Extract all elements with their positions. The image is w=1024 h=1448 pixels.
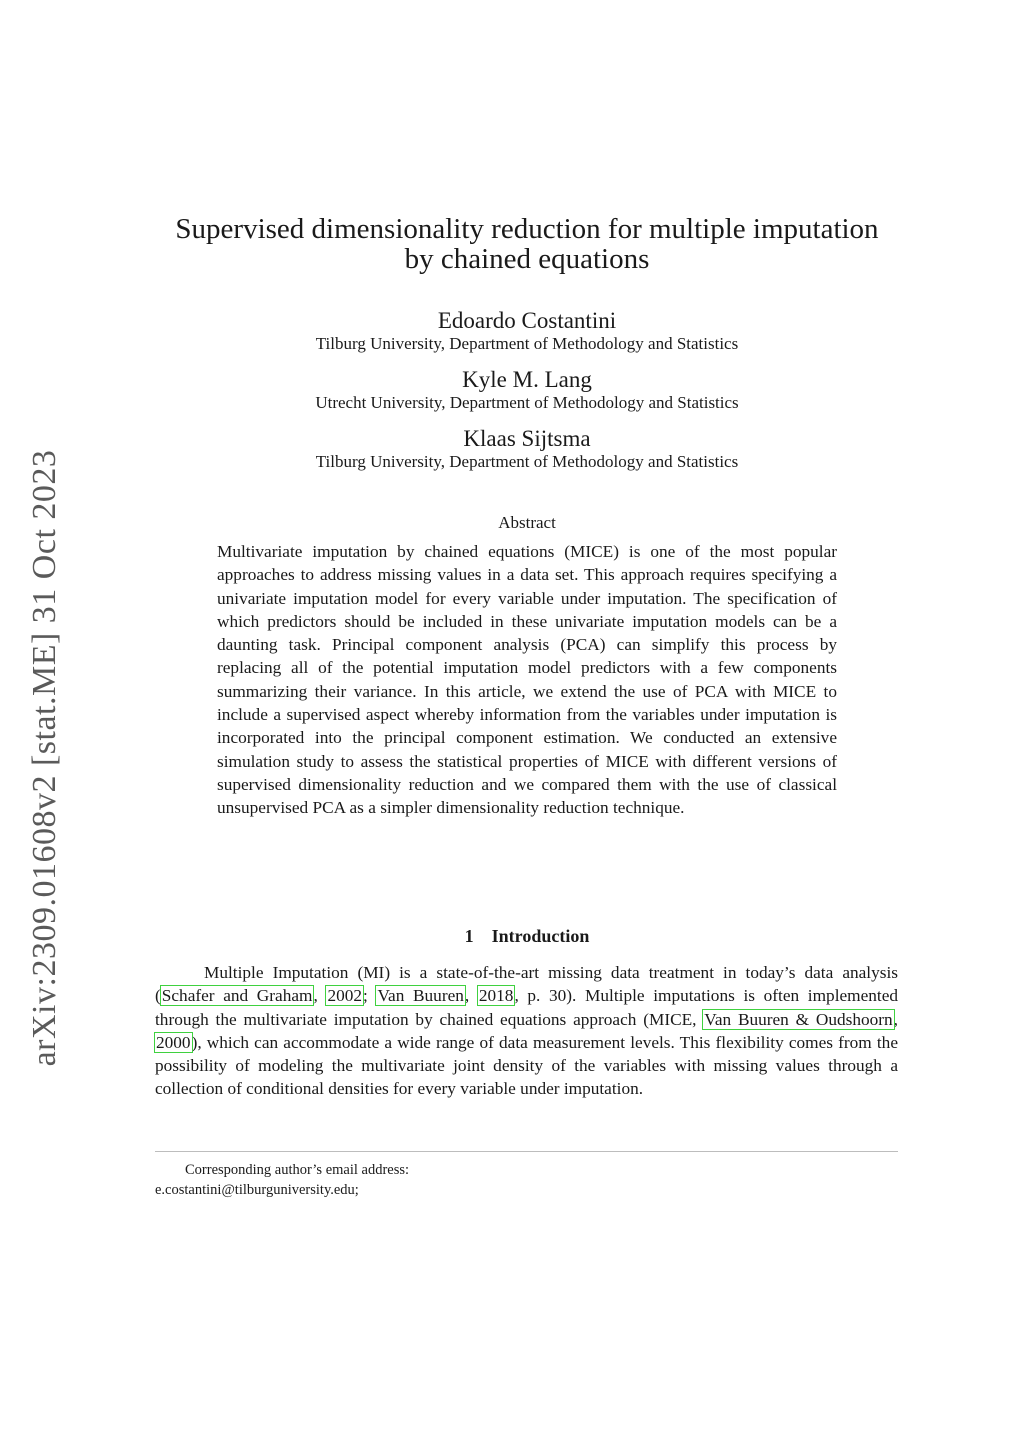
citation-year-link[interactable]: 2018: [478, 986, 514, 1006]
author-1: [130, 308, 924, 354]
title-line-2: by chained equations: [404, 243, 650, 275]
arxiv-id[interactable]: arXiv:2309.01608v2 [stat.ME] 31 Oct 2023: [26, 449, 63, 1067]
footnote-email: e.costantini@tilburguniversity.edu;: [155, 1182, 359, 1198]
intro-text: Multiple Imputation (MI) is a state-of-the-art missing data treatment in today’s data analysis (: [155, 963, 898, 1006]
abstract-text: Multivariate imputation by chained equations (MICE) is one of the most popular approaches to address missing values in a data set. This approach requires specifying a univariate imputation model for every variable under imputation. The specification of which predictors should be included in these univariate imputation models can be a daunting task. Principal component analysis (PCA) can simplify this process by replacing all of the potential imputation model predictors with a few components summarizing their variance. In this article, we extend the use of PCA with MICE to include a supervised aspect whereby information from the variables under imputation is incorporated into the principal component estimation. We conducted an extensive simulation study to assess the statistical properties of MICE with different versions of supervised dimensionality reduction and we compared them with the use of classical unsupervised PCA as a simpler dimensionality reduction technique.: [217, 542, 837, 818]
footnote-label: Corresponding author’s email address:: [185, 1162, 410, 1178]
author-name: Kyle M. Lang: [462, 367, 592, 392]
section-title: Introduction: [491, 926, 590, 946]
intro-text: ), which can accommodate a wide range of data measurement levels. This flexibility comes from the possibility of modeling the multivariate joint density of the variables with missing values through a collection of conditional densities for every variable under imputation.: [155, 1032, 898, 1099]
author-affiliation: Tilburg University, Department of Methodology and Statistics: [315, 452, 739, 471]
intro-text: ,: [464, 986, 478, 1006]
intro-text: ;: [363, 986, 377, 1006]
citation-link[interactable]: Schafer and Graham: [161, 986, 313, 1006]
author-name: Klaas Sijtsma: [463, 426, 591, 451]
section-number: 1: [464, 926, 474, 946]
footnote: [155, 1160, 898, 1200]
author-3: [130, 426, 924, 472]
intro-text: ,: [893, 1009, 898, 1029]
author-2: [130, 367, 924, 413]
citation-link[interactable]: Van Buuren & Oudshoorn: [704, 1009, 893, 1029]
title-line-1: Supervised dimensionality reduction for multiple imputation: [175, 213, 879, 245]
citation-year-link[interactable]: 2002: [327, 986, 363, 1006]
intro-text: ,: [313, 986, 327, 1006]
arxiv-stamp: [24, 448, 66, 1068]
paper-title: [130, 214, 924, 274]
citation-year-link[interactable]: 2000: [156, 1032, 191, 1052]
author-affiliation: Utrecht University, Department of Methodology and Statistics: [315, 393, 739, 412]
section-heading: [130, 926, 924, 947]
author-name: Edoardo Costantini: [437, 308, 617, 333]
abstract-heading: Abstract: [498, 513, 556, 532]
citation-link[interactable]: Van Buuren: [377, 986, 464, 1006]
intro-text: , p. 30). Multiple imputations is often implemented through the multivariate imputation by chained equations approach (MICE,: [155, 986, 899, 1029]
intro-paragraph: [155, 961, 898, 1101]
footnote-divider: [155, 1151, 898, 1152]
author-affiliation: Tilburg University, Department of Methodology and Statistics: [315, 334, 739, 353]
